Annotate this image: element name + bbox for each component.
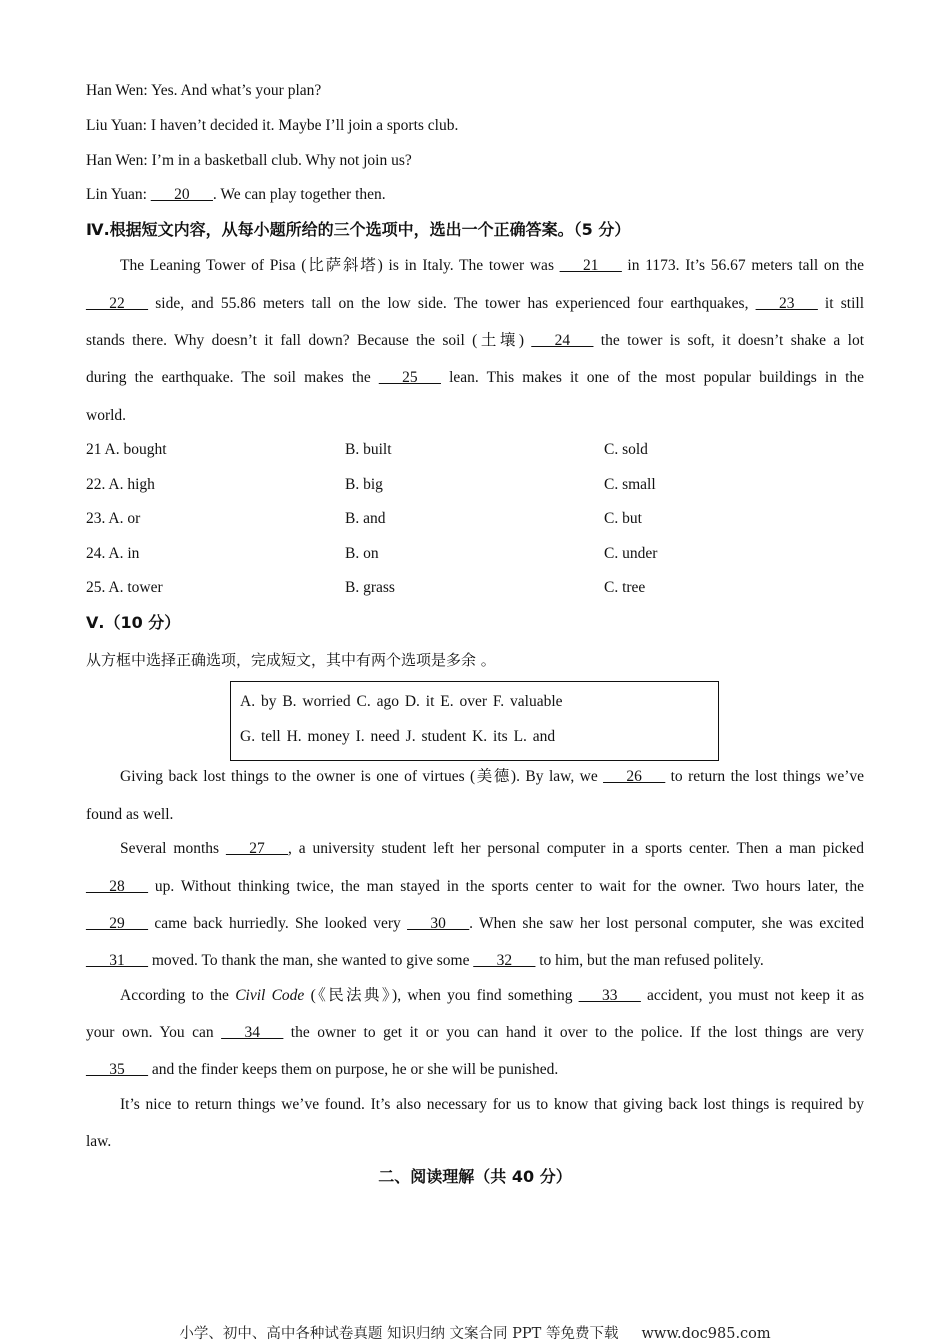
option-b: B. and bbox=[345, 510, 386, 527]
blank-23: ___23___ bbox=[755, 295, 818, 312]
passage-line: world. bbox=[86, 407, 127, 424]
passage-line: law. bbox=[86, 1133, 112, 1150]
dialogue-line bbox=[86, 151, 412, 171]
blank-33: ___33___ bbox=[578, 987, 641, 1004]
option-b: B. grass bbox=[345, 579, 395, 596]
option-a: 22. A. high bbox=[86, 476, 155, 493]
dialogue-text: I haven’t decided it. Maybe I’ll join a sports club. bbox=[150, 117, 459, 134]
blank-34: ___34___ bbox=[221, 1024, 284, 1041]
section4-heading: Ⅳ.根据短文内容，从每小题所给的三个选项中，选出一个正确答案。（5 分） bbox=[86, 220, 631, 239]
dialogue-line bbox=[86, 185, 386, 205]
option-a: 25. A. tower bbox=[86, 579, 163, 596]
footer-url[interactable]: www.doc985.com bbox=[641, 1326, 771, 1342]
word-bank-row: G. tell H. money I. need J. student K. its L. and bbox=[240, 728, 556, 745]
blank-22: ___22___ bbox=[86, 295, 148, 312]
dialogue-text: Yes. And what’s your plan? bbox=[151, 82, 322, 99]
passage-line: ___31___ moved. To thank the man, she wanted to give some ___32___ to him, but the man refused politely. bbox=[86, 952, 764, 969]
blank-26: ___26___ bbox=[603, 768, 666, 785]
footer bbox=[0, 1324, 950, 1344]
speaker: Han Wen: bbox=[86, 82, 148, 99]
passage-line: Giving back lost things to the owner is one of virtues (美德). By law, we ___26___ to return the lost things we’ve bbox=[120, 768, 865, 785]
blank-20: ___20___ bbox=[150, 186, 213, 203]
passage-line: According to the Civil Code (《民法典》), when you find something ___33___ accident, you must not keep it as bbox=[120, 987, 865, 1004]
option-c: C. small bbox=[604, 476, 656, 493]
blank-27: ___27___ bbox=[225, 840, 288, 857]
dialogue-text: I’m in a basketball club. Why not join us? bbox=[151, 152, 412, 169]
reading-section-heading: 二、阅读理解（共 40 分） bbox=[378, 1167, 572, 1186]
blank-21: ___21___ bbox=[559, 257, 622, 274]
dialogue-line bbox=[86, 116, 458, 136]
option-b: B. on bbox=[345, 545, 379, 562]
dialogue-text: . We can play together then. bbox=[212, 186, 386, 203]
speaker: Liu Yuan: bbox=[86, 117, 147, 134]
blank-30: ___30___ bbox=[407, 915, 470, 932]
option-c: C. under bbox=[604, 545, 658, 562]
passage-line: It’s nice to return things we’ve found. It’s also necessary for us to know that giving back lost things is required by bbox=[120, 1096, 864, 1113]
blank-24: ___24___ bbox=[531, 332, 594, 349]
option-b: B. big bbox=[345, 476, 383, 493]
section5-heading: Ⅴ.（10 分） bbox=[86, 613, 181, 632]
option-b: B. built bbox=[345, 441, 392, 458]
word-bank-box bbox=[230, 681, 719, 761]
passage-line: The Leaning Tower of Pisa (比萨斜塔) is in Italy. The tower was ___21___ in 1173. It’s 56.67 meters tall on the bbox=[120, 257, 865, 274]
passage-line: found as well. bbox=[86, 806, 174, 823]
passage-line: ___35___ and the finder keeps them on purpose, he or she will be punished. bbox=[86, 1061, 559, 1078]
dialogue-line bbox=[86, 81, 321, 101]
passage-line: Several months ___27___, a university student left her personal computer in a sports center. Then a man picked bbox=[120, 840, 865, 857]
passage-line: ___28___ up. Without thinking twice, the man stayed in the sports center to wait for the owner. Two hours later, the bbox=[86, 878, 864, 895]
blank-32: ___32___ bbox=[473, 952, 536, 969]
footer-text: 小学、初中、高中各种试卷真题 知识归纳 文案合同 PPT 等免费下载 bbox=[179, 1326, 619, 1342]
word-bank-row: A. by B. worried C. ago D. it E. over F. valuable bbox=[240, 693, 563, 710]
passage-line: ___29___ came back hurriedly. She looked very ___30___. When she saw her lost personal computer, she was excited bbox=[86, 915, 865, 932]
blank-25: ___25___ bbox=[378, 369, 441, 386]
option-c: C. sold bbox=[604, 441, 648, 458]
speaker: Han Wen: bbox=[86, 152, 148, 169]
blank-31: ___31___ bbox=[86, 952, 148, 969]
option-c: C. but bbox=[604, 510, 642, 527]
passage-line: stands there. Why doesn’t it fall down? Because the soil (土壤) ___24___ the tower is soft, it doesn’t shake a lot bbox=[86, 332, 865, 349]
passage-line: ___22___ side, and 55.86 meters tall on the low side. The tower has experienced four earthquakes, ___23___ it still bbox=[86, 295, 865, 312]
speaker: Lin Yuan: bbox=[86, 186, 147, 203]
passage-line: during the earthquake. The soil makes the ___25___ lean. This makes it one of the most popular buildings in the bbox=[86, 369, 865, 386]
option-a: 23. A. or bbox=[86, 510, 141, 527]
blank-35: ___35___ bbox=[86, 1061, 148, 1078]
section5-instruction: 从方框中选择正确选项，完成短文，其中有两个选项是多余 。 bbox=[86, 651, 496, 669]
blank-29: ___29___ bbox=[86, 915, 148, 932]
option-a: 21 A. bought bbox=[86, 441, 167, 458]
blank-28: ___28___ bbox=[86, 878, 148, 895]
civil-code-title: Civil Code bbox=[235, 987, 305, 1004]
option-c: C. tree bbox=[604, 579, 646, 596]
passage-line: your own. You can ___34___ the owner to get it or you can hand it over to the police. If the lost things are very bbox=[86, 1024, 865, 1041]
option-a: 24. A. in bbox=[86, 545, 140, 562]
